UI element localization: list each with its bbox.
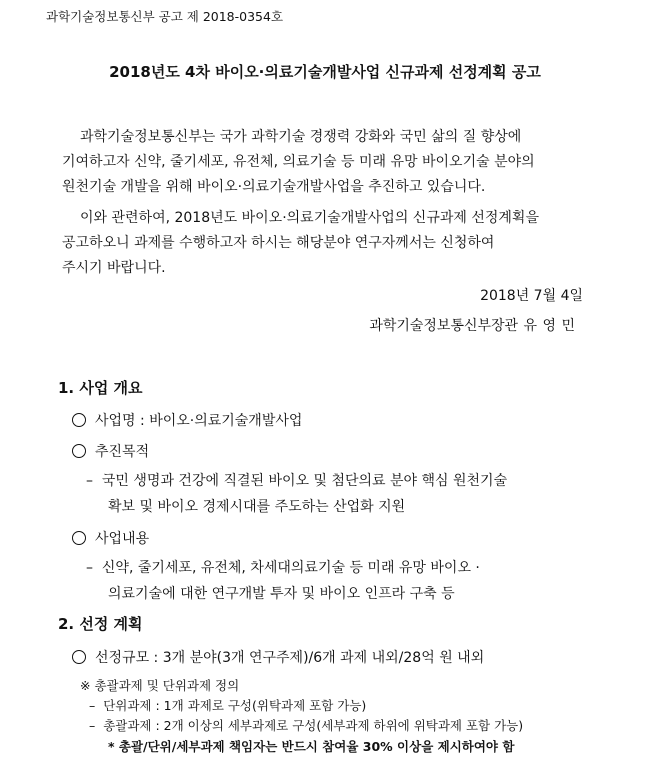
selection-scale-text: 선정규모 : 3개 분야(3개 연구주제)/6개 과제 내외/28억 원 내외 bbox=[95, 650, 485, 666]
signatory: 과학기술정보통신부장관 유 영 민 bbox=[369, 318, 575, 334]
content-line: 의료기술에 대한 연구개발 투자 및 바이오 인프라 구축 등 bbox=[108, 586, 455, 602]
unit-task-text: 단위과제 : 1개 과제로 구성(위탁과제 포함 가능) bbox=[103, 698, 367, 713]
purpose-line: 국민 생명과 건강에 직결된 바이오 및 첨단의료 분야 핵심 원천기술 bbox=[101, 473, 508, 489]
dash-bullet-icon: – bbox=[89, 718, 104, 733]
content-detail bbox=[86, 555, 480, 607]
circle-bullet-icon bbox=[72, 650, 86, 664]
general-task-text: 총괄과제 : 2개 이상의 세부과제로 구성(세부과제 하위에 위탁과제 포함 가능) bbox=[103, 718, 524, 733]
unit-task-note bbox=[89, 696, 366, 714]
business-name-item bbox=[72, 410, 302, 430]
document-title: 2018년도 4차 바이오·의료기술개발사업 신규과제 선정계획 공고 bbox=[109, 63, 541, 81]
general-task-note bbox=[89, 716, 523, 734]
participation-rate-note: * 총괄/단위/세부과제 책임자는 반드시 참여율 30% 이상을 제시하여야 함 bbox=[108, 739, 515, 754]
intro-line: 과학기술정보통신부는 국가 과학기술 경쟁력 강화와 국민 삶의 질 향상에 bbox=[80, 129, 522, 145]
intro-line: 기여하고자 신약, 줄기세포, 유전체, 의료기술 등 미래 유망 바이오기술 분야의 bbox=[62, 154, 535, 170]
purpose-item bbox=[72, 441, 149, 461]
circle-bullet-icon bbox=[72, 413, 86, 427]
purpose-line: 확보 및 바이오 경제시대를 주도하는 산업화 지원 bbox=[108, 499, 406, 515]
selection-scale-item bbox=[72, 647, 484, 667]
circle-bullet-icon bbox=[72, 444, 86, 458]
intro-line: 이와 관련하여, 2018년도 바이오·의료기술개발사업의 신규과제 선정계획을 bbox=[80, 210, 539, 226]
notice-number: 과학기술정보통신부 공고 제 2018-0354호 bbox=[46, 9, 284, 24]
section-heading-selection: 2. 선정 계획 bbox=[58, 615, 143, 633]
purpose-detail bbox=[86, 468, 507, 520]
content-label: 사업내용 bbox=[95, 531, 150, 547]
dash-bullet-icon: – bbox=[89, 698, 104, 713]
intro-line: 공고하오니 과제를 수행하고자 하시는 해당분야 연구자께서는 신청하여 bbox=[62, 235, 495, 251]
circle-bullet-icon bbox=[72, 531, 86, 545]
dash-bullet-icon: – bbox=[86, 560, 102, 576]
intro-line: 주시기 바랍니다. bbox=[62, 260, 166, 276]
purpose-label: 추진목적 bbox=[95, 444, 150, 460]
notice-date: 2018년 7월 4일 bbox=[480, 288, 583, 304]
intro-paragraph-1 bbox=[62, 125, 535, 200]
content-line: 신약, 줄기세포, 유전체, 차세대의료기술 등 미래 유망 바이오 · bbox=[101, 560, 480, 576]
definition-note-title: ※ 총괄과제 및 단위과제 정의 bbox=[80, 678, 240, 693]
intro-paragraph-2 bbox=[62, 206, 539, 281]
section-heading-overview: 1. 사업 개요 bbox=[58, 379, 143, 397]
content-item bbox=[72, 528, 149, 548]
intro-line: 원천기술 개발을 위해 바이오·의료기술개발사업을 추진하고 있습니다. bbox=[62, 179, 486, 195]
dash-bullet-icon: – bbox=[86, 473, 102, 489]
business-name-text: 사업명 : 바이오·의료기술개발사업 bbox=[95, 413, 303, 429]
